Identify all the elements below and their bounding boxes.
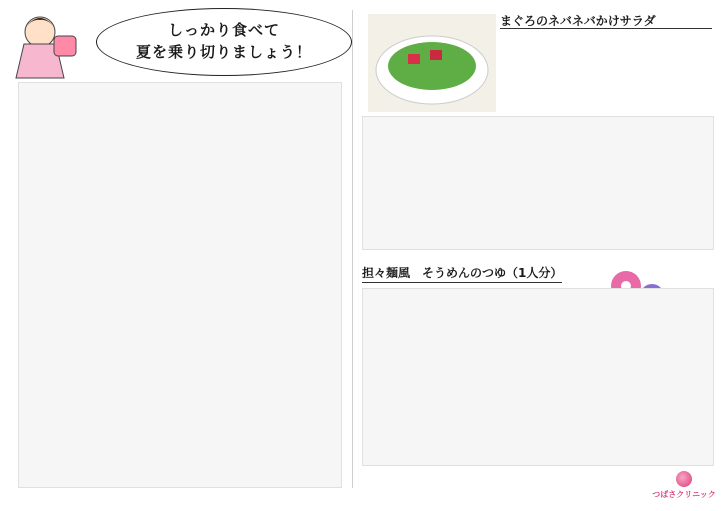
recipe1-title-bar [500,10,712,29]
column-divider [352,10,353,488]
clinic-logo-text: つばさクリニック [652,489,716,499]
recipe1-body-illegible [362,116,714,250]
headline-bubble [96,8,352,76]
clinic-logo [652,468,716,502]
clinic-logo-icon [676,471,692,487]
recipe1-title: まぐろのネバネバかけサラダ [500,14,656,28]
left-column-illegible [18,82,342,488]
headline-line-1: しっかり食べて [167,21,280,40]
salad-photo [368,14,496,112]
mascot-illustration [10,6,80,80]
recipe2-body-illegible [362,288,714,466]
headline-line-2: 夏を乗り切りましょう！ [135,43,312,61]
recipe2-title: 担々麺風 そうめんのつゆ（1人分） [362,266,563,280]
recipe2-title-bar [362,262,562,283]
